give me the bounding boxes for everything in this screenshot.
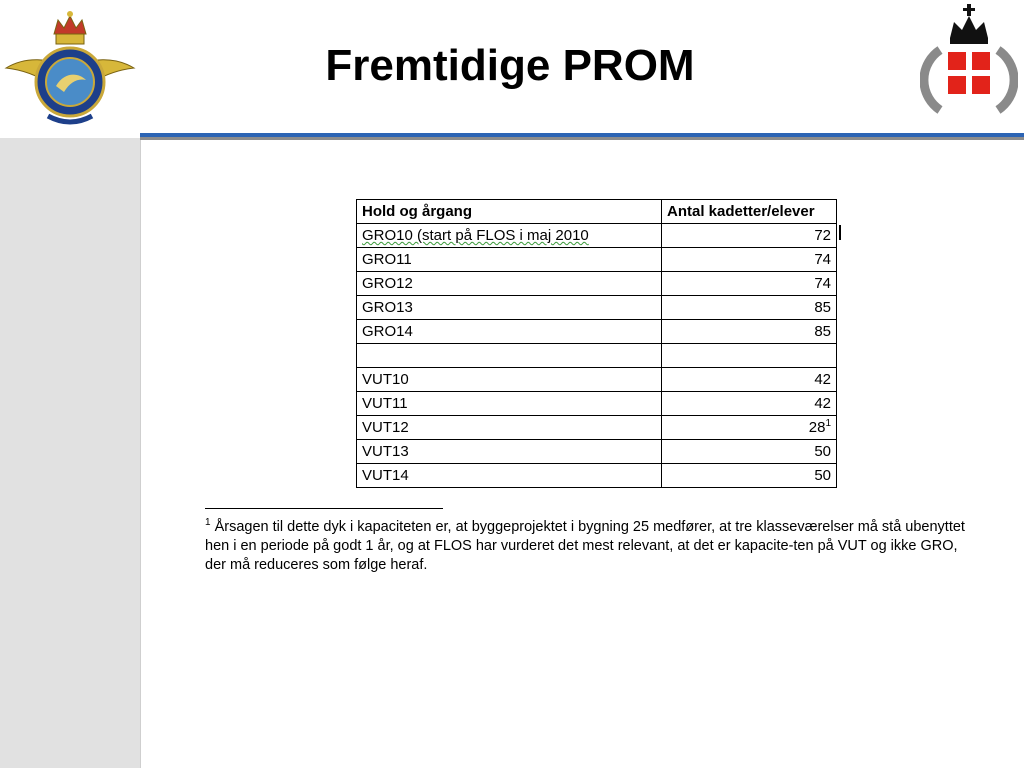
footnote [205, 518, 981, 575]
count-cell: 50 [662, 440, 837, 464]
table-row [357, 296, 837, 320]
embedded-document [176, 182, 993, 582]
team-cell: VUT12 [357, 416, 662, 440]
team-cell: VUT14 [357, 464, 662, 488]
table-row [357, 248, 837, 272]
count-cell: 42 [662, 392, 837, 416]
count-cell: 85 [662, 296, 837, 320]
count-cell [662, 416, 837, 440]
count-cell: 42 [662, 368, 837, 392]
table-row [357, 440, 837, 464]
footnote-text: Årsagen til dette dyk i kapaciteten er, at byggeprojektet i bygning 25 medfører, at tre klasseværelser må stå ubenyttet hen i en periode på godt 1 år, og at FLOS har vurderet det mest relevant, at det er kapacite-ten på VUT og ikke GRO, der må reduceres som følge heraf. [205, 519, 965, 573]
count-cell: 72 [662, 224, 837, 248]
left-sidebar-band [0, 138, 141, 768]
header-divider-shadow [140, 137, 1024, 140]
table-row [357, 464, 837, 488]
count-cell: 74 [662, 272, 837, 296]
footnote-separator [205, 508, 443, 509]
table-row [357, 392, 837, 416]
count-value: 28 [808, 419, 826, 436]
slide-title: Fremtidige PROM [325, 41, 695, 90]
footnote-marker: 1 [205, 517, 211, 529]
team-cell [357, 224, 662, 248]
team-cell: GRO11 [357, 248, 662, 272]
team-cell: GRO14 [357, 320, 662, 344]
team-cell: GRO12 [357, 272, 662, 296]
column-header-team: Hold og årgang [357, 200, 662, 224]
table-header-row [357, 200, 837, 224]
team-cell: VUT11 [357, 392, 662, 416]
count-cell [662, 344, 837, 368]
table-row-empty [357, 344, 837, 368]
team-cell [357, 344, 662, 368]
team-cell: VUT13 [357, 440, 662, 464]
text-cursor-mark [839, 225, 841, 240]
table-row [357, 320, 837, 344]
count-cell: 85 [662, 320, 837, 344]
team-label: GRO10 (start på FLOS i maj 2010 [362, 227, 589, 244]
team-cell: GRO13 [357, 296, 662, 320]
table-row [357, 224, 837, 248]
capacity-table [356, 199, 837, 488]
danish-defence-emblem-logo [920, 2, 1018, 124]
table-row [357, 368, 837, 392]
team-cell: VUT10 [357, 368, 662, 392]
footnote-reference: 1 [825, 418, 831, 429]
air-force-emblem-logo [4, 6, 136, 132]
table-row [357, 416, 837, 440]
table-row [357, 272, 837, 296]
count-cell: 50 [662, 464, 837, 488]
count-cell: 74 [662, 248, 837, 272]
column-header-count: Antal kadetter/elever [662, 200, 837, 224]
